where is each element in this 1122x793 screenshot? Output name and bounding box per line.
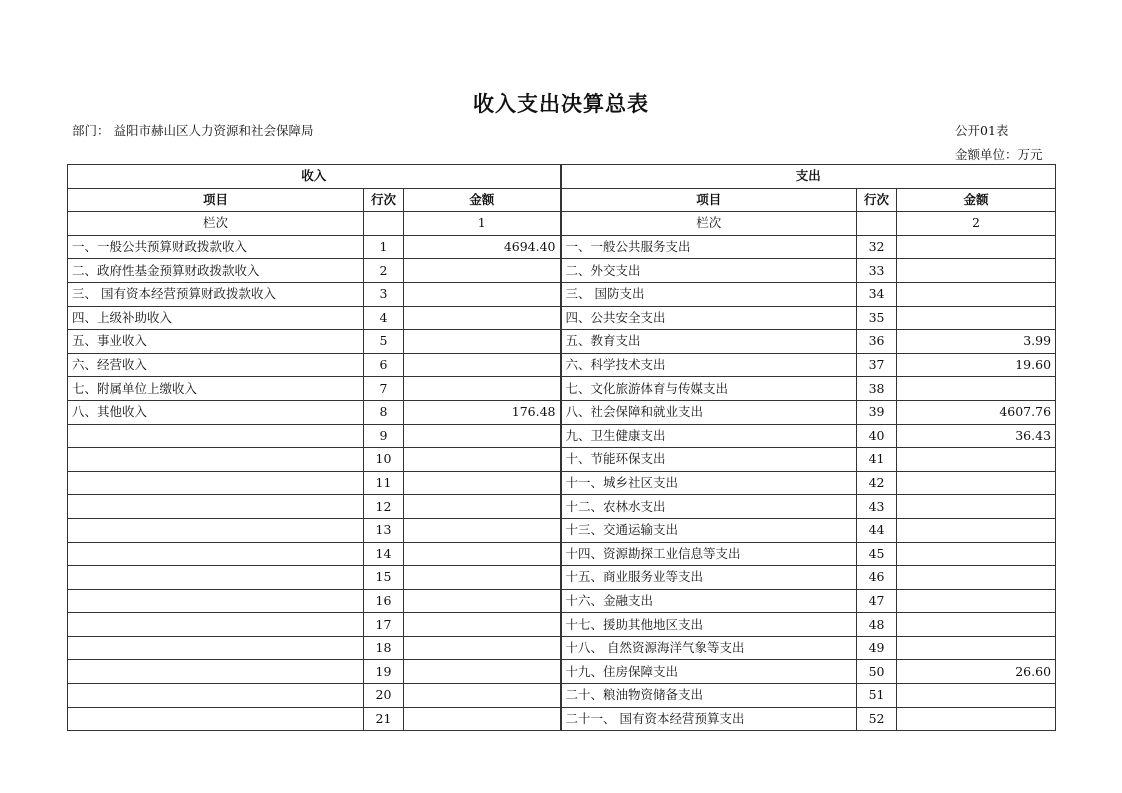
income-rowno-cell: 20	[364, 684, 404, 708]
income-amount-cell	[404, 306, 561, 330]
expense-item-cell: 十八、 自然资源海洋气象等支出	[561, 636, 857, 660]
income-column-number: 1	[404, 212, 561, 236]
expense-amount-cell	[897, 518, 1056, 542]
table-row	[68, 660, 1056, 684]
expense-amount-cell	[897, 306, 1056, 330]
income-amount-cell	[404, 589, 561, 613]
expense-rowno-cell: 35	[857, 306, 897, 330]
income-amount-cell	[404, 448, 561, 472]
income-amount-cell	[404, 636, 561, 660]
expense-amount-cell	[897, 448, 1056, 472]
income-rowno-cell: 18	[364, 636, 404, 660]
table-row	[68, 636, 1056, 660]
expense-amount-cell: 4607.76	[897, 400, 1056, 424]
expense-item-cell: 十三、交通运输支出	[561, 518, 857, 542]
expense-item-cell: 十九、住房保障支出	[561, 660, 857, 684]
income-amount-cell: 176.48	[404, 400, 561, 424]
income-item-cell: 二、政府性基金预算财政拨款收入	[68, 259, 364, 283]
income-item-cell	[68, 707, 364, 731]
expense-column-number: 2	[897, 212, 1056, 236]
income-amount-cell	[404, 518, 561, 542]
income-amount-cell	[404, 259, 561, 283]
income-amount-cell	[404, 542, 561, 566]
table-body	[68, 235, 1056, 730]
expense-amount-cell	[897, 495, 1056, 519]
income-rowno-cell: 6	[364, 353, 404, 377]
income-item-cell	[68, 542, 364, 566]
expense-amount-cell	[897, 636, 1056, 660]
expense-item-cell: 七、文化旅游体育与传媒支出	[561, 377, 857, 401]
income-item-cell	[68, 589, 364, 613]
table-row	[68, 424, 1056, 448]
expense-item-cell: 十五、商业服务业等支出	[561, 566, 857, 590]
income-amount-cell	[404, 566, 561, 590]
table-row	[68, 707, 1056, 731]
income-amount-cell: 4694.40	[404, 235, 561, 259]
table-row	[68, 471, 1056, 495]
income-amount-cell	[404, 353, 561, 377]
income-rowno-cell: 16	[364, 589, 404, 613]
expense-column-label: 栏次	[561, 212, 857, 236]
income-item-cell	[68, 495, 364, 519]
income-item-cell	[68, 660, 364, 684]
income-column-label: 栏次	[68, 212, 364, 236]
income-amount-cell	[404, 660, 561, 684]
expense-amount-cell	[897, 566, 1056, 590]
expense-item-cell: 十一、城乡社区支出	[561, 471, 857, 495]
income-item-cell: 一、一般公共预算财政拨款收入	[68, 235, 364, 259]
expense-amount-cell	[897, 684, 1056, 708]
income-item-cell: 八、其他收入	[68, 400, 364, 424]
expense-rowno-cell: 32	[857, 235, 897, 259]
income-rowno-cell: 2	[364, 259, 404, 283]
expense-item-cell: 六、科学技术支出	[561, 353, 857, 377]
expense-rowno-cell: 47	[857, 589, 897, 613]
expense-amount-cell: 26.60	[897, 660, 1056, 684]
table-row	[68, 518, 1056, 542]
income-item-cell	[68, 613, 364, 637]
income-rowno-cell: 13	[364, 518, 404, 542]
income-rowno-cell: 9	[364, 424, 404, 448]
income-amount-cell	[404, 471, 561, 495]
income-item-cell: 五、事业收入	[68, 330, 364, 354]
income-rowno-cell: 19	[364, 660, 404, 684]
expense-rowno-cell: 38	[857, 377, 897, 401]
expense-amount-cell	[897, 542, 1056, 566]
income-item-cell	[68, 566, 364, 590]
expense-rowno-cell: 45	[857, 542, 897, 566]
expense-amount-header: 金额	[897, 188, 1056, 212]
expense-item-cell: 二、外交支出	[561, 259, 857, 283]
income-item-cell	[68, 636, 364, 660]
income-item-cell: 七、附属单位上缴收入	[68, 377, 364, 401]
table-row	[68, 613, 1056, 637]
income-item-cell: 三、 国有资本经营预算财政拨款收入	[68, 282, 364, 306]
expense-rowno-cell: 46	[857, 566, 897, 590]
income-item-cell: 六、经营收入	[68, 353, 364, 377]
income-rowno-header: 行次	[364, 188, 404, 212]
income-rowno-cell: 17	[364, 613, 404, 637]
expense-amount-cell	[897, 235, 1056, 259]
column-number-row	[68, 212, 1056, 236]
income-item-cell	[68, 684, 364, 708]
table-row	[68, 684, 1056, 708]
expense-item-cell: 八、社会保障和就业支出	[561, 400, 857, 424]
expense-rowno-cell: 52	[857, 707, 897, 731]
income-amount-cell	[404, 684, 561, 708]
expense-item-cell: 十四、资源勘探工业信息等支出	[561, 542, 857, 566]
form-number: 公开01表	[955, 123, 1009, 138]
section-header-row	[68, 165, 1056, 189]
expense-rowno-cell: 41	[857, 448, 897, 472]
income-rowno-cell: 11	[364, 471, 404, 495]
income-rowno-cell: 3	[364, 282, 404, 306]
expense-rowno-cell: 39	[857, 400, 897, 424]
expense-rowno-cell: 48	[857, 613, 897, 637]
expense-item-cell: 十二、农林水支出	[561, 495, 857, 519]
expense-amount-cell	[897, 471, 1056, 495]
expense-amount-cell	[897, 613, 1056, 637]
income-item-cell	[68, 471, 364, 495]
income-rowno-cell: 4	[364, 306, 404, 330]
expense-header: 支出	[561, 165, 1056, 189]
expense-rowno-cell: 44	[857, 518, 897, 542]
expense-amount-cell: 3.99	[897, 330, 1056, 354]
income-item-cell	[68, 448, 364, 472]
income-rowno-cell: 1	[364, 235, 404, 259]
table-row	[68, 259, 1056, 283]
income-amount-cell	[404, 424, 561, 448]
expense-item-cell: 三、 国防支出	[561, 282, 857, 306]
table-row	[68, 589, 1056, 613]
expense-column-blank	[857, 212, 897, 236]
expense-rowno-cell: 34	[857, 282, 897, 306]
income-item-cell	[68, 518, 364, 542]
income-amount-cell	[404, 495, 561, 519]
department-label: 部门： 益阳市赫山区人力资源和社会保障局	[72, 123, 314, 138]
expense-rowno-cell: 49	[857, 636, 897, 660]
expense-item-cell: 五、教育支出	[561, 330, 857, 354]
expense-item-cell: 十、节能环保支出	[561, 448, 857, 472]
expense-rowno-cell: 50	[857, 660, 897, 684]
income-amount-cell	[404, 707, 561, 731]
table-row	[68, 400, 1056, 424]
expense-item-cell: 十七、援助其他地区支出	[561, 613, 857, 637]
expense-amount-cell	[897, 589, 1056, 613]
income-rowno-cell: 21	[364, 707, 404, 731]
income-amount-header: 金额	[404, 188, 561, 212]
column-header-row	[68, 188, 1056, 212]
income-header: 收入	[68, 165, 561, 189]
income-column-blank	[364, 212, 404, 236]
table-row	[68, 306, 1056, 330]
table-row	[68, 282, 1056, 306]
table-row	[68, 353, 1056, 377]
expense-rowno-cell: 33	[857, 259, 897, 283]
expense-item-cell: 二十、粮油物资储备支出	[561, 684, 857, 708]
income-item-header: 项目	[68, 188, 364, 212]
income-item-cell: 四、上级补助收入	[68, 306, 364, 330]
income-amount-cell	[404, 613, 561, 637]
expense-rowno-cell: 40	[857, 424, 897, 448]
page-title: 收入支出决算总表	[473, 92, 649, 116]
table-row	[68, 542, 1056, 566]
expense-rowno-cell: 36	[857, 330, 897, 354]
income-amount-cell	[404, 330, 561, 354]
expense-amount-cell: 36.43	[897, 424, 1056, 448]
expense-rowno-header: 行次	[857, 188, 897, 212]
expense-amount-cell	[897, 377, 1056, 401]
expense-item-header: 项目	[561, 188, 857, 212]
expense-amount-cell	[897, 282, 1056, 306]
income-amount-cell	[404, 377, 561, 401]
table-row	[68, 448, 1056, 472]
expense-item-cell: 四、公共安全支出	[561, 306, 857, 330]
expense-amount-cell: 19.60	[897, 353, 1056, 377]
expense-item-cell: 二十一、 国有资本经营预算支出	[561, 707, 857, 731]
income-amount-cell	[404, 282, 561, 306]
income-expense-table	[67, 164, 1056, 731]
expense-rowno-cell: 37	[857, 353, 897, 377]
expense-item-cell: 十六、金融支出	[561, 589, 857, 613]
income-rowno-cell: 12	[364, 495, 404, 519]
income-rowno-cell: 15	[364, 566, 404, 590]
expense-item-cell: 九、卫生健康支出	[561, 424, 857, 448]
income-rowno-cell: 14	[364, 542, 404, 566]
table-row	[68, 566, 1056, 590]
expense-rowno-cell: 51	[857, 684, 897, 708]
expense-item-cell: 一、一般公共服务支出	[561, 235, 857, 259]
table-row	[68, 377, 1056, 401]
income-item-cell	[68, 424, 364, 448]
table-row	[68, 495, 1056, 519]
expense-rowno-cell: 42	[857, 471, 897, 495]
income-rowno-cell: 8	[364, 400, 404, 424]
amount-unit: 金额单位：万元	[955, 147, 1043, 162]
income-rowno-cell: 10	[364, 448, 404, 472]
table-row	[68, 330, 1056, 354]
table-row	[68, 235, 1056, 259]
income-rowno-cell: 5	[364, 330, 404, 354]
expense-rowno-cell: 43	[857, 495, 897, 519]
expense-amount-cell	[897, 259, 1056, 283]
expense-amount-cell	[897, 707, 1056, 731]
income-rowno-cell: 7	[364, 377, 404, 401]
